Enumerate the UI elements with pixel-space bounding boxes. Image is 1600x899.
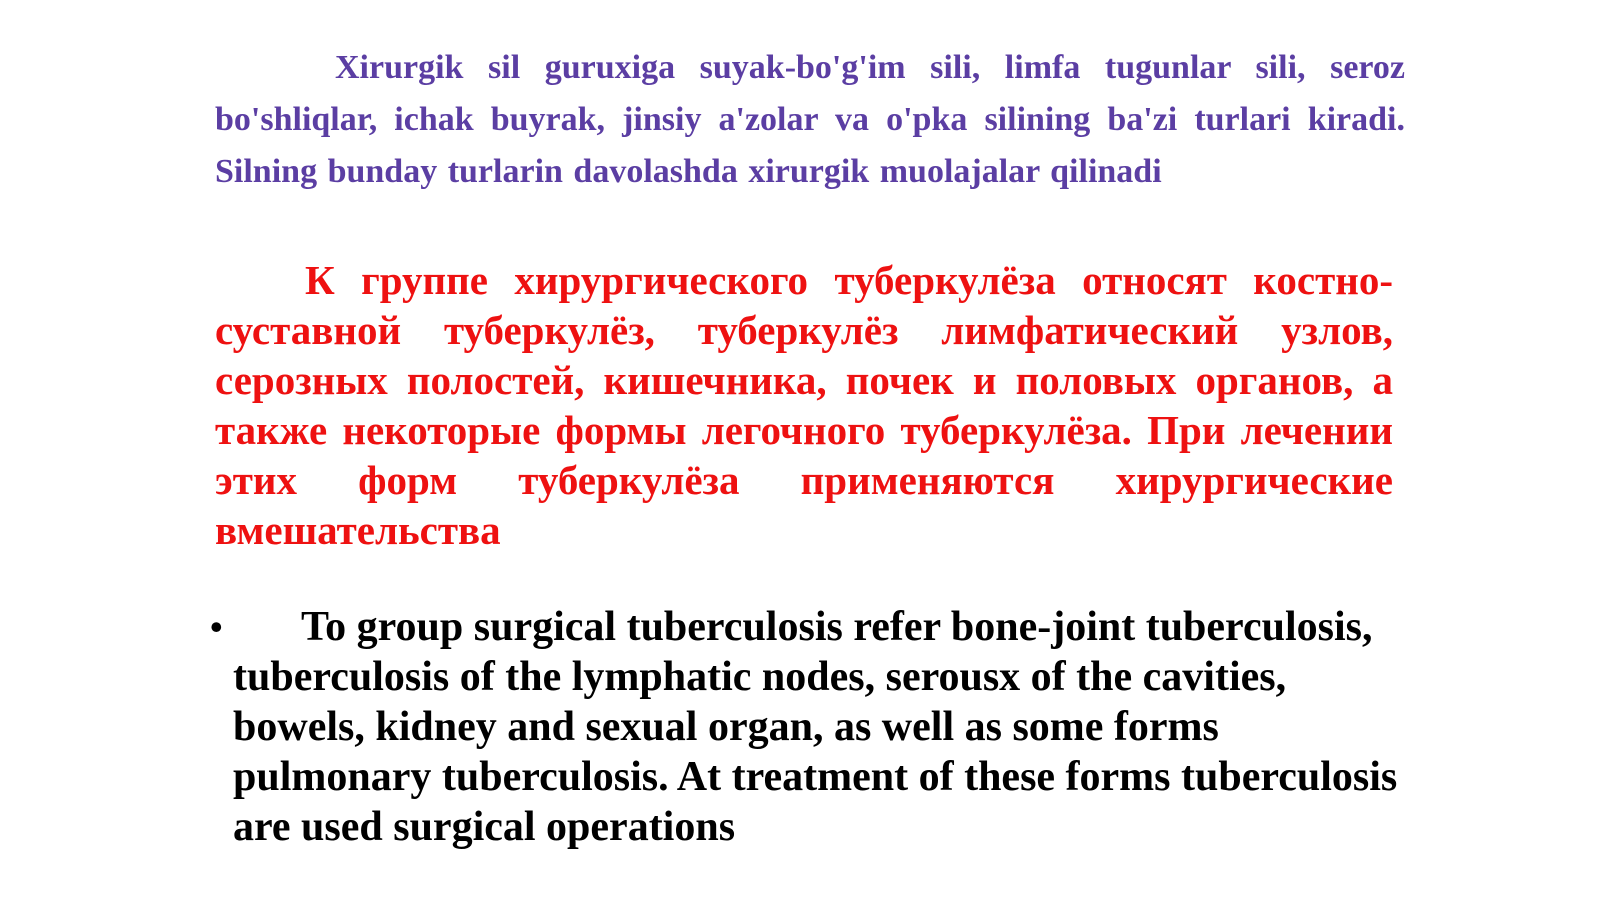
russian-paragraph: К группе хирургического туберкулёза относят костно-суставной туберкулёз, туберкулёз лимфатический узлов, серозных полостей, кишечника, почек и половых органов, а также некоторые формы легочного туберкулёза. При лечении этих форм туберкулёза применяются хирургические вмешательства (215, 257, 1393, 553)
english-bullet-item (210, 602, 1410, 852)
uzbek-paragraph: Xirurgik sil guruxiga suyak-bo'g'im sili, limfa tugunlar sili, seroz bo'shliqlar, ichak buyrak, jinsiy a'zolar va o'pka silining ba'zi turlari kiradi. Silning bunday turlarin davolashda xirurgik muolajalar qilinadi (215, 49, 1405, 190)
bullet-icon: • (210, 607, 223, 647)
english-paragraph: To group surgical tuberculosis refer bone-joint tuberculosis, tuberculosis of the lymphatic nodes, serousx of the cavities, bowels, kidney and sexual organ, as well as some forms pulmonary tuberculosis. At treatment of these forms tuberculosis are used surgical operations (233, 604, 1398, 850)
